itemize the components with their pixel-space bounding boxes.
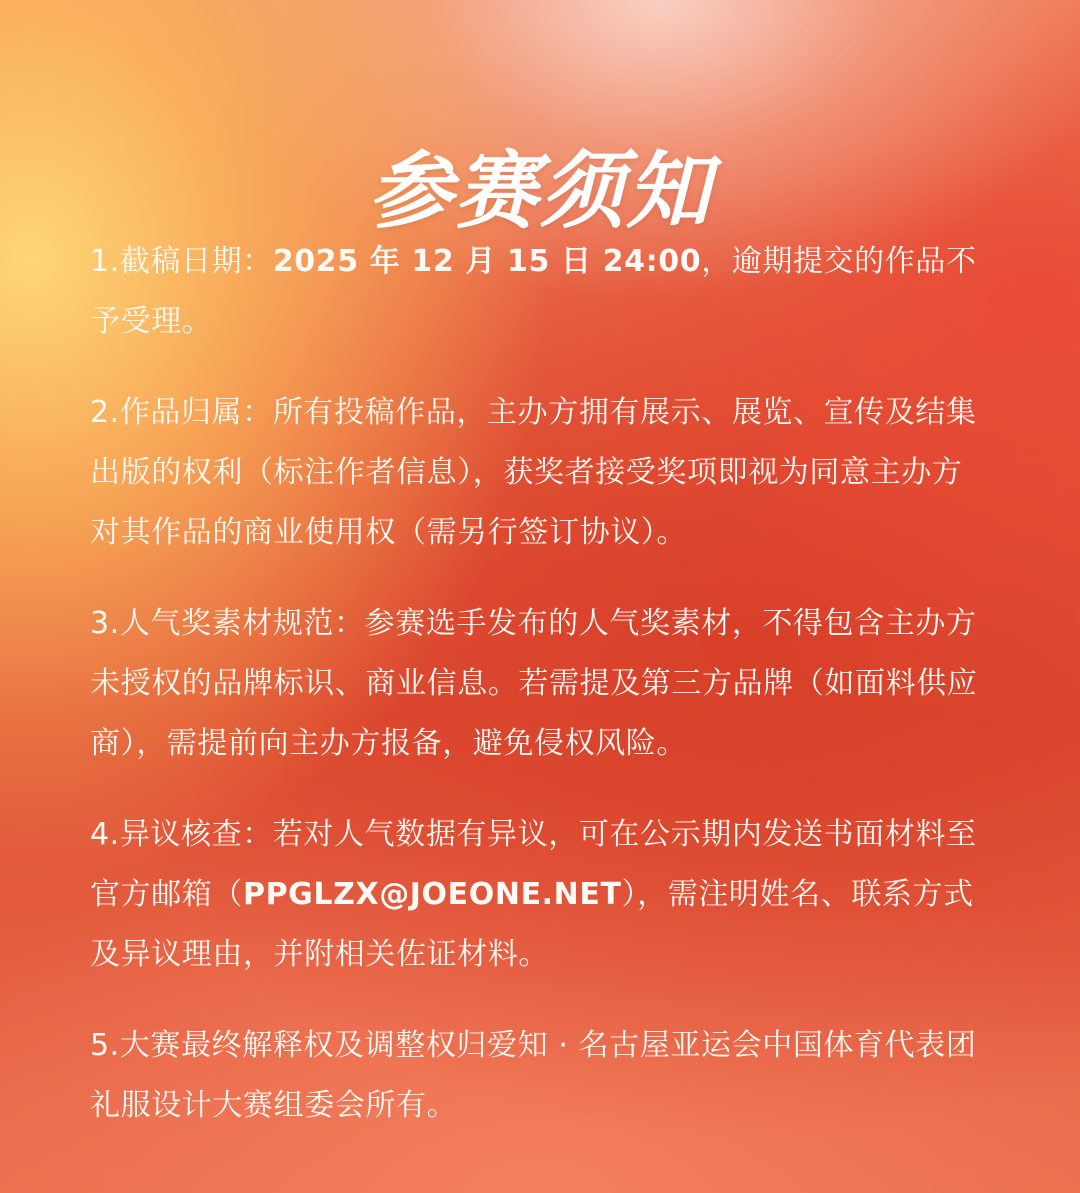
deadline-text: 2025 年 12 月 15 日 24:00 <box>272 244 702 279</box>
rule-text: 2.作品归属：所有投稿作品，主办方拥有展示、展览、宣传及结集出版的权利（标注作者信息），获奖者接受奖项即视为同意主办方对其作品的商业使用权（需另行签订协议）。 <box>90 395 977 550</box>
rule-item-1 <box>90 232 990 352</box>
rule-text: ），需注明姓名、联系方式及异议理由，并附相关佐证材料。 <box>90 877 974 972</box>
rule-item-4 <box>90 805 990 985</box>
rule-text: 4.异议核查：若对人气数据有异议，可在公示期内发送书面材料至官方邮箱（ <box>90 817 977 912</box>
rule-text: 1.截稿日期： <box>90 244 273 279</box>
rules-list <box>90 232 990 1136</box>
page-title: 参赛须知 <box>367 141 712 241</box>
rule-text: 5.大赛最终解释权及调整权归爱知 · 名古屋亚运会中国体育代表团礼服设计大赛组委会所有。 <box>90 1028 977 1123</box>
rule-item-5 <box>90 1016 990 1136</box>
rule-item-2 <box>90 383 990 563</box>
rule-text: ，逾期提交的作品不予受理。 <box>90 244 977 339</box>
official-email: PPGLZX@JOEONE.NET <box>243 877 622 912</box>
rule-text: 3.人气奖素材规范：参赛选手发布的人气奖素材，不得包含主办方未授权的品牌标识、商业信息。若需提及第三方品牌（如面料供应商），需提前向主办方报备，避免侵权风险。 <box>90 606 978 761</box>
rule-item-3 <box>90 594 990 774</box>
